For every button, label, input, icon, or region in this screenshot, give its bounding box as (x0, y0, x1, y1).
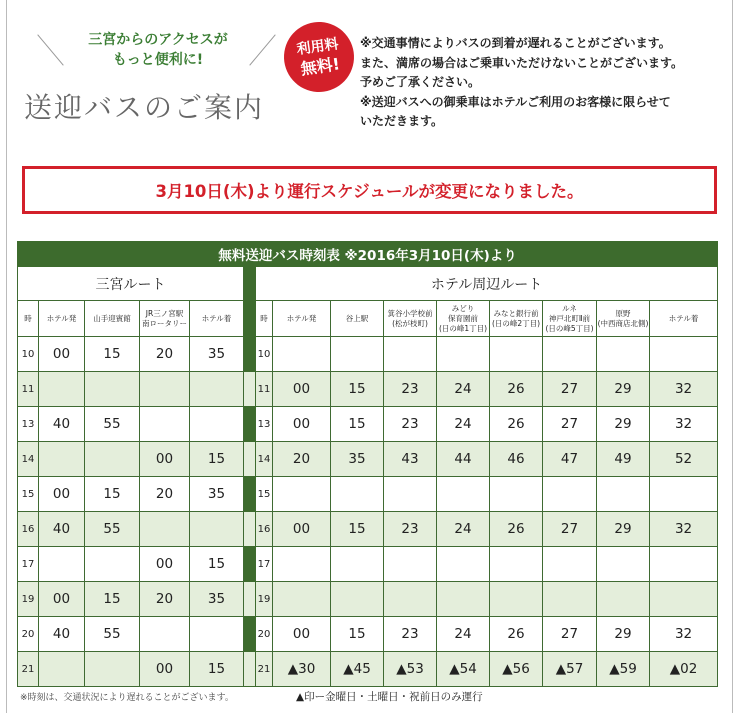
time-cell: 52 (650, 442, 718, 477)
table-row (18, 337, 718, 372)
route-sannomiya-label: 三宮ルート (18, 267, 244, 301)
time-cell: 29 (597, 407, 650, 442)
delay-footnote: ※時刻は、交通状況により遅れることがございます。 (20, 693, 234, 703)
time-cell: 26 (490, 372, 543, 407)
transfer-arrow-icon (140, 547, 151, 550)
hour-cell: 13 (256, 407, 273, 442)
hour-cell (18, 617, 39, 652)
time-cell (190, 407, 244, 442)
time-cell (39, 372, 85, 407)
sannomiya-col-header: 時 (18, 301, 39, 337)
time-cell (384, 582, 437, 617)
time-cell (190, 477, 244, 512)
route-divider (244, 617, 256, 652)
hour-cell (18, 337, 39, 372)
time-cell (39, 617, 85, 652)
time-cell (140, 372, 190, 407)
route-divider (244, 547, 256, 582)
badge-line2: 無料! (299, 54, 342, 79)
table-row (18, 652, 718, 687)
access-tagline (34, 30, 282, 70)
time-cell: ▲53 (384, 652, 437, 687)
hotel-col-header: みなと銀行前 (日の峰2丁目) (490, 301, 543, 337)
time-cell (490, 477, 543, 512)
tagline-line1: 三宮からのアクセスが (88, 32, 228, 48)
time-cell (85, 512, 140, 547)
time-cell: 00 (273, 617, 331, 652)
time-cell (140, 547, 190, 582)
time-cell (597, 547, 650, 582)
time-cell: 26 (490, 512, 543, 547)
cell-value: 40 (52, 521, 71, 537)
hour-cell (18, 652, 39, 687)
cell-value: 20 (155, 591, 174, 607)
route-hotel-label: ホテル周辺ルート (256, 267, 718, 301)
time-cell (331, 477, 384, 512)
cell-value: 55 (103, 416, 121, 432)
route-divider (244, 477, 256, 512)
time-cell (437, 477, 490, 512)
hour-cell (18, 512, 39, 547)
cell-value: 00 (155, 661, 174, 677)
time-cell (39, 582, 85, 617)
hotel-col-header: ホテル着 (650, 301, 718, 337)
time-cell: 23 (384, 512, 437, 547)
table-row (18, 372, 718, 407)
time-cell (140, 512, 190, 547)
sannomiya-col-header: ホテル着 (190, 301, 244, 337)
hotel-col-header: 谷上駅 (331, 301, 384, 337)
hotel-col-header: 箕谷小学校前 (松が枝町) (384, 301, 437, 337)
cell-value: 17 (21, 558, 35, 570)
time-cell: 23 (384, 617, 437, 652)
transfer-arrow-icon (140, 442, 151, 445)
time-cell (140, 407, 190, 442)
time-cell: 32 (650, 372, 718, 407)
notice-line: ※交通事情によりバスの到着が遅れることがございます。 (360, 36, 671, 50)
cell-value: 15 (21, 488, 35, 500)
route-divider (244, 512, 256, 547)
tagline-line2: もっと便利に! (112, 52, 204, 68)
cell-value: 35 (207, 591, 226, 607)
time-cell (437, 337, 490, 372)
triangle-legend: ▲印ー金曜日・土曜日・祝前日のみ運行 (296, 691, 483, 703)
time-cell (437, 547, 490, 582)
cell-value: 40 (52, 416, 71, 432)
time-cell: 24 (437, 617, 490, 652)
time-cell (190, 442, 244, 477)
notice-line: いただきます。 (360, 114, 444, 128)
cell-value: 19 (21, 593, 35, 605)
time-cell (39, 337, 85, 372)
hotel-col-header: みどり 保育園前 (日の峰1丁目) (437, 301, 490, 337)
time-cell (543, 477, 597, 512)
hour-cell (18, 442, 39, 477)
hour-cell: 16 (256, 512, 273, 547)
time-cell (39, 547, 85, 582)
hotel-col-header: 時 (256, 301, 273, 337)
cell-value: 21 (21, 663, 35, 675)
time-cell: 26 (490, 617, 543, 652)
cell-value: 00 (52, 591, 71, 607)
cell-value: 55 (103, 626, 121, 642)
hour-cell: 20 (256, 617, 273, 652)
time-cell (140, 477, 190, 512)
notice-text (360, 34, 732, 132)
time-cell (490, 582, 543, 617)
table-row (18, 407, 718, 442)
time-cell: 49 (597, 442, 650, 477)
hour-cell (18, 582, 39, 617)
time-cell (490, 547, 543, 582)
time-cell (190, 652, 244, 687)
cell-value: 00 (155, 451, 174, 467)
hotel-col-header: ルネ 神戸北町Ⅱ前 (日の峰5丁目) (543, 301, 597, 337)
time-cell: 27 (543, 617, 597, 652)
time-cell (39, 512, 85, 547)
time-cell: 32 (650, 407, 718, 442)
time-cell (273, 582, 331, 617)
time-cell: 27 (543, 512, 597, 547)
time-cell: ▲57 (543, 652, 597, 687)
cell-value: 00 (155, 556, 174, 572)
route-divider (244, 582, 256, 617)
schedule-change-text: 3月10日(木)より運行スケジュールが変更になりました。 (155, 182, 584, 201)
time-cell (85, 442, 140, 477)
time-cell (140, 617, 190, 652)
time-cell: 46 (490, 442, 543, 477)
hotel-col-header: ホテル発 (273, 301, 331, 337)
time-cell: 15 (331, 617, 384, 652)
cell-value: 10 (21, 348, 35, 360)
time-cell: 24 (437, 512, 490, 547)
time-cell (140, 582, 190, 617)
hotel-col-header: 原野 (中西商店北側) (597, 301, 650, 337)
time-cell: 43 (384, 442, 437, 477)
time-cell (650, 477, 718, 512)
time-cell: 27 (543, 407, 597, 442)
cell-value: 15 (103, 591, 121, 607)
badge-line1: 利用料 (295, 36, 340, 58)
sannomiya-col-header: ホテル発 (39, 301, 85, 337)
time-cell: 32 (650, 617, 718, 652)
sannomiya-col-header: 山手迎賓館 (85, 301, 140, 337)
time-cell (190, 582, 244, 617)
table-row (18, 617, 718, 652)
route-divider (244, 442, 256, 477)
hour-cell: 14 (256, 442, 273, 477)
page-title: 送迎バスのご案内 (24, 91, 265, 124)
time-cell (85, 477, 140, 512)
notice-line: また、満席の場合はご乗車いただけないことがございます。 (360, 55, 684, 70)
time-cell (140, 442, 190, 477)
timetable-subheader (18, 301, 718, 337)
table-row (18, 477, 718, 512)
time-cell (273, 477, 331, 512)
time-cell (273, 547, 331, 582)
time-cell: ▲59 (597, 652, 650, 687)
time-cell: 23 (384, 407, 437, 442)
notice-line: ※送迎バスへの御乗車はホテルご利用のお客様に限らせて (360, 94, 671, 109)
hour-cell: 11 (256, 372, 273, 407)
time-cell: 15 (331, 407, 384, 442)
hour-cell: 15 (256, 477, 273, 512)
cell-value: 00 (52, 486, 71, 502)
time-cell (597, 337, 650, 372)
time-cell (190, 512, 244, 547)
time-cell: 27 (543, 372, 597, 407)
time-cell: 15 (331, 512, 384, 547)
time-cell: 29 (597, 372, 650, 407)
time-cell (543, 337, 597, 372)
time-cell (85, 617, 140, 652)
time-cell: 35 (331, 442, 384, 477)
time-cell (543, 582, 597, 617)
route-divider (244, 372, 256, 407)
table-row (18, 442, 718, 477)
hour-cell (18, 372, 39, 407)
time-cell (384, 477, 437, 512)
timetable-title: 無料送迎バス時刻表 ※2016年3月10日(木)より (18, 242, 718, 267)
hour-cell (18, 407, 39, 442)
time-cell: ▲30 (273, 652, 331, 687)
time-cell (597, 582, 650, 617)
timetable (17, 241, 718, 687)
time-cell: 23 (384, 372, 437, 407)
time-cell (650, 582, 718, 617)
time-cell: 44 (437, 442, 490, 477)
time-cell: 29 (597, 512, 650, 547)
cell-value: 20 (155, 346, 174, 362)
time-cell (85, 582, 140, 617)
cell-value: 35 (207, 486, 226, 502)
table-row (18, 582, 718, 617)
cell-value: 15 (103, 486, 121, 502)
time-cell (437, 582, 490, 617)
time-cell (273, 337, 331, 372)
time-cell: 24 (437, 372, 490, 407)
hour-cell: 17 (256, 547, 273, 582)
time-cell: ▲02 (650, 652, 718, 687)
time-cell: 00 (273, 512, 331, 547)
time-cell (39, 477, 85, 512)
time-cell (384, 337, 437, 372)
hour-cell (18, 547, 39, 582)
time-cell: 26 (490, 407, 543, 442)
route-divider (244, 652, 256, 687)
time-cell (85, 372, 140, 407)
time-cell (597, 477, 650, 512)
time-cell (85, 652, 140, 687)
cell-value: 20 (21, 628, 35, 640)
time-cell (650, 547, 718, 582)
time-cell (384, 547, 437, 582)
transfer-arrow-icon (140, 652, 151, 655)
time-cell (39, 652, 85, 687)
hour-cell: 10 (256, 337, 273, 372)
time-cell (140, 337, 190, 372)
time-cell (650, 337, 718, 372)
cell-value: 11 (21, 383, 35, 395)
route-divider (244, 337, 256, 372)
time-cell (190, 547, 244, 582)
table-row (18, 547, 718, 582)
time-cell: 20 (273, 442, 331, 477)
time-cell: 24 (437, 407, 490, 442)
cell-value: 20 (155, 486, 174, 502)
time-cell (190, 372, 244, 407)
time-cell: 29 (597, 617, 650, 652)
time-cell: ▲54 (437, 652, 490, 687)
time-cell (331, 547, 384, 582)
table-row (18, 512, 718, 547)
time-cell: 00 (273, 407, 331, 442)
cell-value: 15 (207, 451, 226, 467)
time-cell (85, 547, 140, 582)
schedule-change-banner (22, 166, 717, 214)
time-cell: ▲56 (490, 652, 543, 687)
route-divider (244, 267, 256, 337)
time-cell (85, 407, 140, 442)
time-cell: 32 (650, 512, 718, 547)
sannomiya-col-header: JR三ノ宮駅 南ロータリー (140, 301, 190, 337)
cell-value: 00 (52, 346, 71, 362)
time-cell (140, 652, 190, 687)
timetable-body (18, 337, 718, 687)
time-cell (190, 337, 244, 372)
cell-value: 15 (207, 661, 226, 677)
cell-value: 40 (52, 626, 71, 642)
cell-value: 55 (103, 521, 121, 537)
cell-value: 14 (21, 453, 35, 465)
time-cell (39, 407, 85, 442)
time-cell: ▲45 (331, 652, 384, 687)
notice-line: 予めご了承ください。 (360, 75, 481, 89)
cell-value: 15 (207, 556, 226, 572)
time-cell: 15 (331, 372, 384, 407)
time-cell (543, 547, 597, 582)
cell-value: 13 (21, 418, 35, 430)
time-cell: 00 (273, 372, 331, 407)
cell-value: 15 (103, 346, 121, 362)
time-cell (190, 617, 244, 652)
time-cell (39, 442, 85, 477)
time-cell (331, 337, 384, 372)
time-cell (490, 337, 543, 372)
hour-cell: 19 (256, 582, 273, 617)
hour-cell: 21 (256, 652, 273, 687)
time-cell (331, 582, 384, 617)
cell-value: 16 (21, 523, 35, 535)
time-cell: 47 (543, 442, 597, 477)
hour-cell (18, 477, 39, 512)
cell-value: 35 (207, 346, 226, 362)
time-cell (85, 337, 140, 372)
route-divider (244, 407, 256, 442)
